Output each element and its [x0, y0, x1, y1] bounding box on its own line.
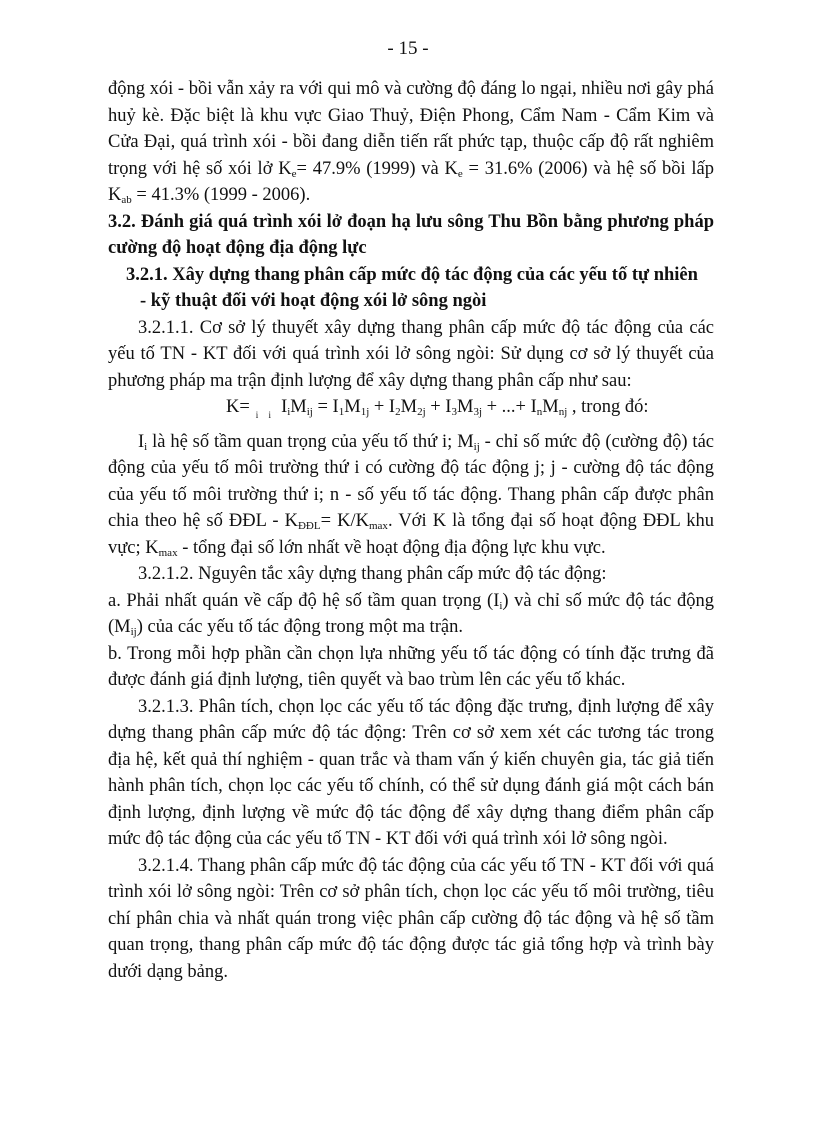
list-item-b: b. Trong mỗi hợp phần cần chọn lựa những yếu tố tác động có tính đặc trưng đã được đánh giá định lượng, tiên quyết và bao trùm lên các yếu tố khác.	[108, 643, 714, 690]
intro-paragraph: động xói - bồi vẫn xảy ra với qui mô và cường độ đáng lo ngại, nhiều nơi gây phá huỷ kè. Đặc biệt là khu vực Giao Thuỷ, Điện Phong, Cẩm Nam - Cẩm Kim và Cửa Đại, quá trình xói - bồi đang diễn tiến rất phức tạp, thuộc cấp độ rất nghiêm trọng với hệ số xói lở $K_e= 47.9\%$ (1999) và $K_e = 31.6\%$ (2006) và hệ số bồi lấp $K_{ab} = 41.3\%$ (1999 - 2006).	[108, 79, 714, 206]
matrix-formula: K= $_{i i}$ $I_iM_{ij} = I_1M_{1j} + I_2M_{2j} + I_3M_{3j}$ + ...+ $I_nM_{nj}$ , trong đó:	[226, 397, 649, 420]
paragraph-3-2-1-1: 3.2.1.1. Cơ sở lý thuyết xây dựng thang phân cấp mức độ tác động của các yếu tố TN - KT đối với quá trình xói lở sông ngòi: Sử dụng cơ sở lý thuyết của phương pháp ma trận định lượng để xây dựng thang phân cấp như sau:	[108, 317, 714, 391]
paragraph-3-2-1-4: 3.2.1.4. Thang phân cấp mức độ tác động của các yếu tố TN - KT đối với quá trình xói lở sông ngòi: Trên cơ sở phân tích, chọn lọc các yếu tố môi trường, tiêu chí phân chia và nhất quán trong việc phân cấp cường độ tác động và hệ số tầm quan trọng, thang phân cấp mức độ tác động được tác giả tổng hợp và trình bày dưới dạng bảng.	[108, 855, 714, 982]
definitions-paragraph: $I_i$ là hệ số tầm quan trọng của yếu tố thứ i; $M_{ij}$ - chỉ số mức độ (cường độ) tác động của yếu tố môi trường thứ i có cường độ tác động j; j - cường độ tác động của yếu tố môi trường thứ i; n - số yếu tố tác động. Thang phân cấp được phân chia theo hệ số ĐĐL - $K_{ĐĐL}= K/K_{max}$. Với K là tổng đại số hoạt động ĐĐL khu vực; $K_{max}$ - tổng đại số lớn nhất về hoạt động địa động lực khu vực.	[108, 431, 714, 559]
paragraph-3-2-1-3: 3.2.1.3. Phân tích, chọn lọc các yếu tố tác động đặc trưng, định lượng để xây dựng thang phân cấp mức độ tác động: Trên cơ sở xem xét các tương tác trong địa hệ, kết quả thí nghiệm - quan trắc và tham vấn ý kiến chuyên gia, tác giả tiến hành phân tích, chọn lọc các yếu tố chính, có thể sử dụng đánh giá một cách bán định lượng, định lượng về mức độ tác động để xây dựng thang điểm phân cấp mức độ tác động của các yếu tố TN - KT đối với quá trình xói lở sông ngòi.	[108, 696, 714, 849]
section-heading-3-2-1: 3.2.1. Xây dựng thang phân cấp mức độ tác động của các yếu tố tự nhiên - kỹ thuật đối với hoạt động xói lở sông ngòi	[126, 264, 698, 311]
page-body	[108, 76, 714, 985]
page-number: - 15 -	[387, 38, 429, 59]
list-item-a: a. Phải nhất quán về cấp độ hệ số tầm quan trọng $(I_i)$ và chỉ số mức độ tác động $(M_{ij})$ của các yếu tố tác động trong một ma trận.	[108, 590, 714, 638]
section-heading-3-2: 3.2. Đánh giá quá trình xói lở đoạn hạ lưu sông Thu Bồn bằng phương pháp cường độ hoạt động địa động lực	[108, 211, 714, 258]
paragraph-3-2-1-2: 3.2.1.2. Nguyên tắc xây dựng thang phân cấp mức độ tác động:	[138, 564, 607, 584]
